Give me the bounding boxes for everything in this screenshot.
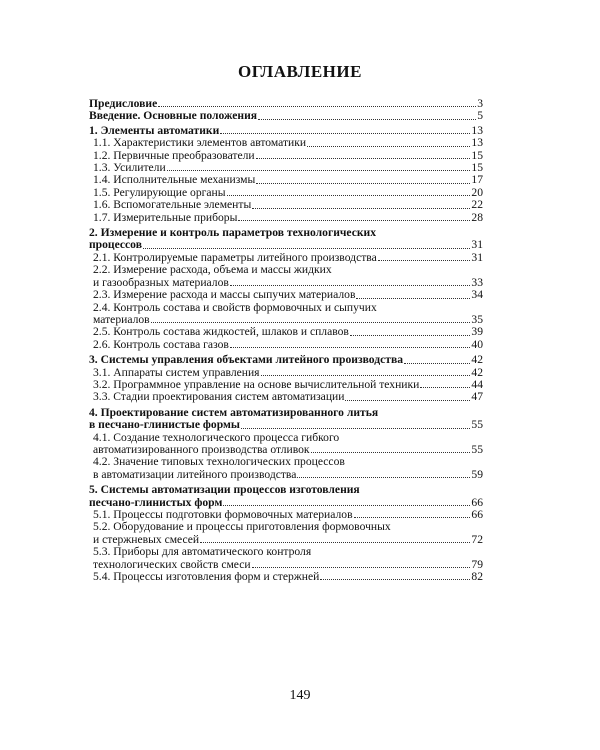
toc-entry-page: 15 [471, 161, 483, 175]
toc-entry-title: 1.5. Регулирующие органы [93, 185, 226, 199]
toc-entry-row [93, 174, 483, 186]
toc-entry-title: 1.1. Характеристики элементов автоматики [93, 136, 307, 150]
toc-entry-title: в автоматизации литейного производства [93, 467, 297, 481]
dot-leader [252, 208, 470, 209]
toc-entry-title: 2.5. Контроль состава жидкостей, шлаков и сплавов [93, 325, 349, 339]
toc-entry-page: 42 [471, 365, 483, 379]
toc-entry-row [93, 289, 483, 301]
dot-leader [256, 183, 470, 184]
toc-entry-page: 72 [471, 532, 483, 546]
table-of-contents [89, 98, 483, 583]
toc-entry-title: 2.6. Контроль состава газов [93, 337, 229, 351]
toc-entry-title: процессов [89, 238, 142, 252]
dot-leader [354, 517, 471, 518]
toc-entry-title-line: 4.2. Значение типовых технологических процессов [93, 455, 345, 469]
dot-leader [230, 285, 471, 286]
toc-entry [89, 546, 483, 571]
toc-entry-page: 34 [471, 288, 483, 302]
toc-entry [89, 521, 483, 546]
dot-leader [320, 579, 470, 580]
toc-entry-page: 31 [471, 250, 483, 264]
toc-entry-page: 44 [471, 377, 483, 391]
toc-entry-row [89, 354, 483, 366]
toc-entry-row [93, 571, 483, 583]
toc-entry-page: 66 [471, 495, 483, 509]
toc-entry [89, 391, 483, 403]
dot-leader [167, 170, 471, 171]
toc-entry-title: 1.4. Исполнительные механизмы [93, 173, 256, 187]
page-number: 149 [289, 688, 311, 703]
toc-entry-page: 40 [471, 337, 483, 351]
dot-leader [227, 195, 471, 196]
dot-leader [404, 363, 470, 364]
page-title: ОГЛАВЛЕНИЕ [238, 62, 362, 81]
toc-entry [89, 484, 483, 509]
toc-entry-page: 13 [471, 123, 483, 137]
toc-entry-page: 42 [471, 353, 483, 367]
toc-entry-title: 1. Элементы автоматики [89, 123, 220, 137]
toc-entry-page: 55 [471, 442, 483, 456]
toc-entry-page: 20 [471, 185, 483, 199]
toc-entry-title-line: 5.2. Оборудование и процессы приготовления формовочных [93, 520, 391, 534]
toc-entry-title-line: 4.1. Создание технологического процесса гибкого [93, 430, 340, 444]
toc-entry-title: и газообразных материалов [93, 275, 229, 289]
toc-entry-row [93, 137, 483, 149]
toc-entry-row [89, 419, 483, 431]
toc-entry-title-line: 2.4. Контроль состава и свойств формовочных и сыпучих [93, 300, 377, 314]
toc-entry-title: Предисловие [89, 97, 158, 110]
toc-entry-title: 1.7. Измерительные приборы [93, 210, 238, 224]
toc-entry-page: 66 [471, 508, 483, 521]
toc-entry-row [93, 391, 483, 403]
toc-entry [89, 571, 483, 583]
dot-leader [238, 220, 470, 221]
dot-leader [143, 248, 470, 249]
toc-entry-page: 28 [471, 210, 483, 224]
toc-entry-row [89, 239, 483, 251]
dot-leader [151, 322, 471, 323]
toc-entry [89, 137, 483, 149]
dot-leader [241, 428, 470, 429]
toc-entry-page: 59 [471, 467, 483, 481]
toc-entry [89, 212, 483, 224]
toc-entry-title: 1.3. Усилители [93, 161, 166, 175]
toc-entry-title: 3. Системы управления объектами литейного производства [89, 353, 404, 367]
toc-entry-page: 17 [471, 173, 483, 187]
toc-entry-row [93, 326, 483, 338]
dot-leader [258, 119, 476, 120]
toc-entry-title: технологических свойств смеси [93, 557, 251, 571]
toc-entry [89, 227, 483, 252]
dot-leader [378, 260, 471, 261]
toc-entry [89, 302, 483, 327]
toc-entry-title: 3.3. Стадии проектирования систем автоматизации [93, 390, 345, 404]
dot-leader [345, 400, 470, 401]
dot-leader [256, 158, 471, 159]
toc-entry [89, 407, 483, 432]
toc-entry-title-line: 4. Проектирование систем автоматизированного литья [89, 405, 379, 419]
toc-entry-page: 22 [471, 198, 483, 212]
toc-entry-title: 5.4. Процессы изготовления форм и стержней [93, 570, 320, 584]
toc-entry-title-line: 2. Измерение и контроль параметров технологических [89, 226, 377, 240]
toc-entry [89, 264, 483, 289]
toc-entry-title: Введение. Основные положения [89, 109, 258, 123]
toc-entry [89, 354, 483, 366]
dot-leader [420, 387, 470, 388]
dot-leader [230, 347, 471, 348]
toc-entry [89, 110, 483, 122]
toc-entry-title: автоматизированного производства отливок [93, 442, 310, 456]
dot-leader [297, 477, 470, 478]
toc-entry-row [93, 469, 483, 481]
dot-leader [200, 542, 470, 543]
toc-entry-page: 5 [477, 109, 483, 123]
toc-entry-title: и стержневых смесей [93, 532, 200, 546]
toc-entry-title-line: 2.2. Измерение расхода, объема и массы жидких [93, 263, 332, 277]
dot-leader [311, 452, 471, 453]
toc-entry-page: 35 [471, 312, 483, 326]
toc-entry-title: 1.2. Первичные преобразователи [93, 148, 255, 162]
dot-leader [356, 298, 470, 299]
toc-entry-page: 82 [471, 570, 483, 584]
toc-entry [89, 174, 483, 186]
dot-leader [261, 375, 471, 376]
toc-entry-title: 1.6. Вспомогательные элементы [93, 198, 252, 212]
toc-entry-title: песчано-глинистых форм [89, 495, 223, 509]
toc-entry [89, 289, 483, 301]
toc-entry-title-line: 5.3. Приборы для автоматического контроля [93, 545, 312, 559]
dot-leader [252, 567, 471, 568]
dot-leader [223, 505, 470, 506]
toc-entry-row [93, 339, 483, 351]
toc-entry-title-line: 5. Системы автоматизации процессов изготовления [89, 483, 360, 497]
toc-entry-title: 3.1. Аппараты систем управления [93, 365, 260, 379]
toc-entry-title: 2.3. Измерение расхода и массы сыпучих материалов [93, 288, 356, 302]
toc-entry-title: в песчано-глинистые формы [89, 418, 240, 432]
toc-entry [89, 199, 483, 211]
toc-entry-page: 47 [471, 390, 483, 404]
toc-entry-page: 39 [471, 325, 483, 339]
dot-leader [220, 133, 470, 134]
toc-entry-page: 15 [471, 148, 483, 162]
toc-entry-row [93, 199, 483, 211]
toc-entry-page: 13 [471, 136, 483, 150]
toc-entry [89, 339, 483, 351]
toc-entry-row [93, 212, 483, 224]
toc-entry [89, 432, 483, 457]
toc-entry-title: 2.1. Контролируемые параметры литейного производства [93, 250, 377, 264]
toc-entry-row [89, 110, 483, 122]
dot-leader [350, 335, 471, 336]
toc-entry-title: материалов [93, 312, 150, 326]
toc-entry-title: 5.1. Процессы подготовки формовочных материалов [93, 508, 353, 521]
toc-entry [89, 456, 483, 481]
toc-entry-page: 3 [477, 97, 483, 110]
dot-leader [158, 106, 476, 107]
dot-leader [307, 146, 470, 147]
toc-entry-title: 3.2. Программное управление на основе вычислительной техники [93, 377, 420, 391]
toc-entry [89, 326, 483, 338]
toc-entry-page: 31 [471, 238, 483, 252]
toc-entry-page: 55 [471, 418, 483, 432]
toc-entry-page: 79 [471, 557, 483, 571]
toc-entry-page: 33 [471, 275, 483, 289]
